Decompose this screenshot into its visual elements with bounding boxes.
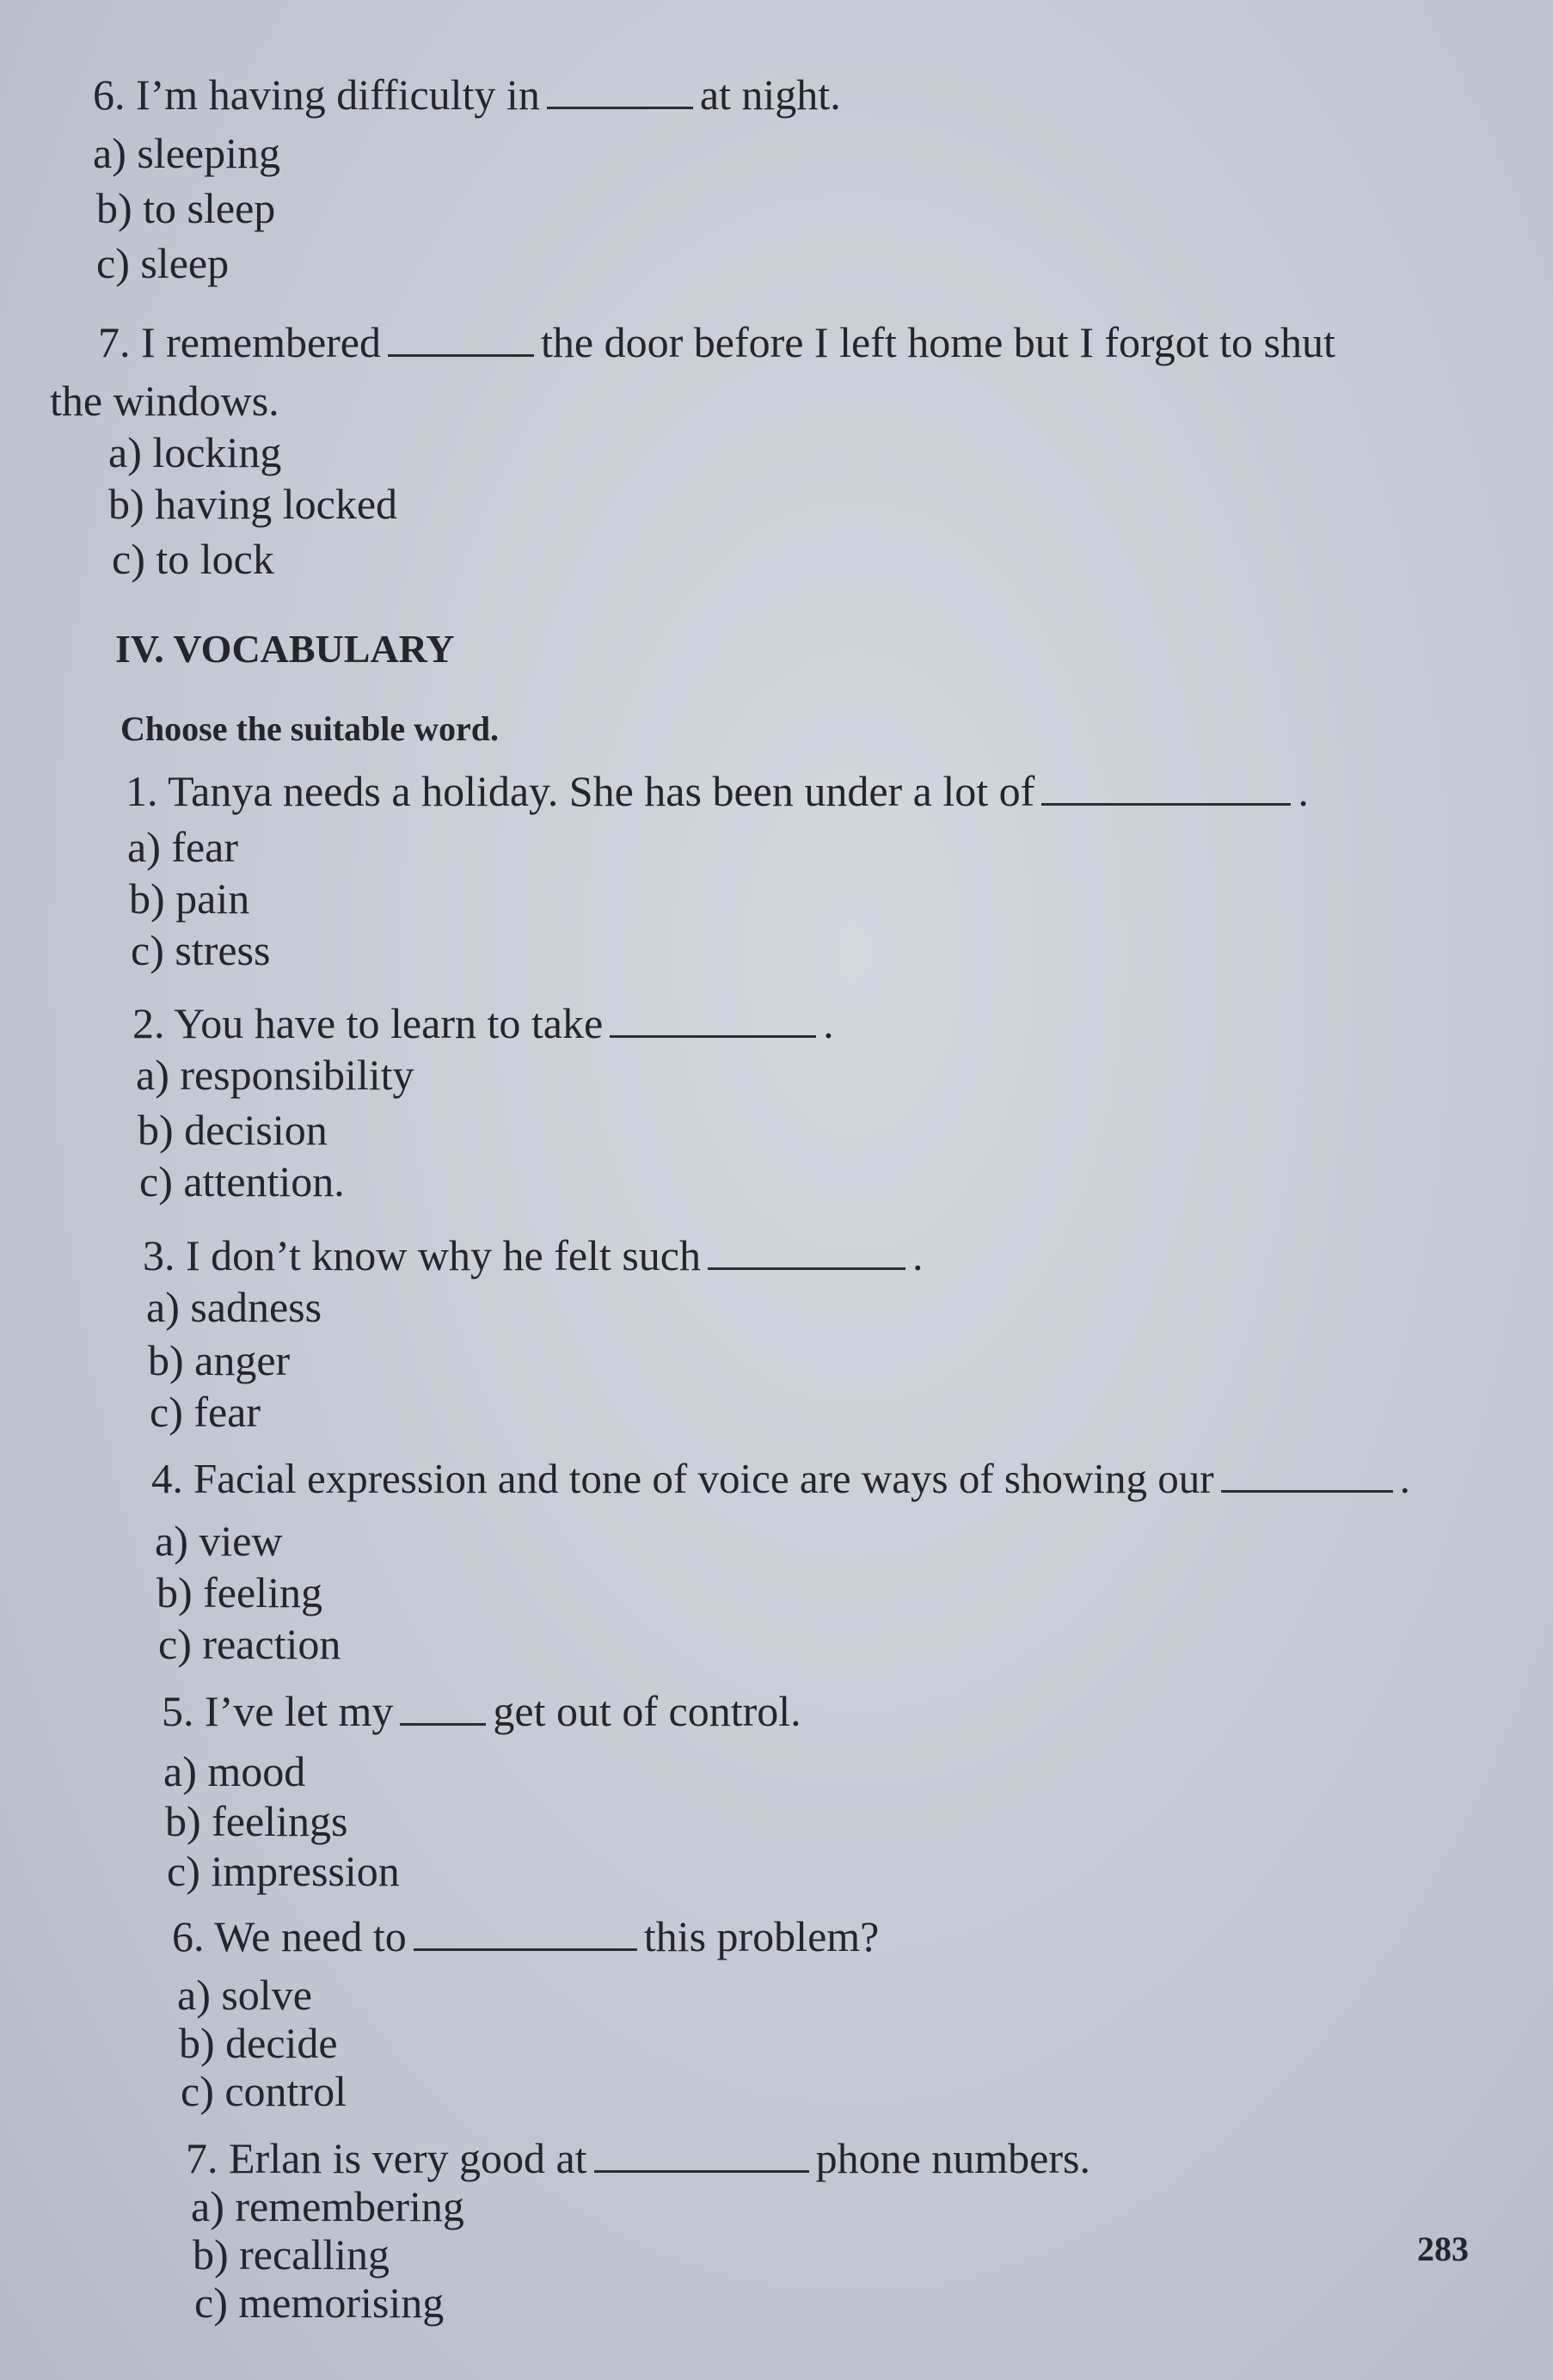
- answer-option: c) attention.: [139, 1157, 345, 1205]
- answer-option: a) responsibility: [136, 1051, 414, 1099]
- answer-option: a) locking: [108, 428, 282, 476]
- question-continuation: the windows.: [50, 377, 279, 425]
- answer-option: b) having locked: [108, 480, 398, 528]
- answer-option: b) to sleep: [96, 184, 276, 232]
- answer-option: a) sleeping: [93, 129, 280, 177]
- section-instruction: Choose the suitable word.: [120, 709, 500, 748]
- answer-option: b) decision: [138, 1106, 328, 1154]
- answer-blank: [1041, 802, 1291, 806]
- question-stem: 6. I’m having difficulty in at night.: [93, 71, 841, 119]
- answer-option: a) sadness: [146, 1283, 322, 1331]
- answer-option: b) decide: [179, 2019, 338, 2067]
- page-number: 283: [1417, 2230, 1469, 2268]
- answer-option: c) to lock: [112, 535, 274, 583]
- answer-option: a) mood: [163, 1747, 306, 1795]
- answer-option: a) view: [155, 1517, 283, 1565]
- question-stem: 5. I’ve let my get out of control.: [162, 1687, 801, 1735]
- answer-option: c) reaction: [158, 1620, 341, 1668]
- answer-blank: [610, 1034, 816, 1038]
- answer-blank: [708, 1267, 905, 1270]
- answer-option: c) sleep: [96, 239, 230, 287]
- answer-blank: [594, 2169, 809, 2173]
- answer-option: c) stress: [131, 926, 271, 974]
- answer-blank: [400, 1722, 486, 1726]
- answer-option: a) fear: [127, 823, 239, 871]
- section-heading: IV. VOCABULARY: [115, 627, 455, 671]
- answer-blank: [388, 353, 534, 357]
- answer-option: b) anger: [148, 1336, 291, 1384]
- answer-option: b) feeling: [157, 1568, 322, 1616]
- answer-option: b) recalling: [193, 2230, 390, 2279]
- answer-option: a) remembering: [191, 2182, 464, 2230]
- answer-option: c) fear: [150, 1388, 261, 1436]
- answer-option: c) control: [181, 2067, 347, 2115]
- question-stem: 7. I remembered the door before I left home but I forgot to shut: [98, 318, 1335, 366]
- question-stem: 2. You have to learn to take .: [132, 999, 834, 1047]
- answer-blank: [547, 106, 693, 109]
- answer-option: a) solve: [177, 1971, 312, 2019]
- answer-option: b) feelings: [165, 1797, 348, 1845]
- answer-option: c) memorising: [194, 2279, 445, 2327]
- answer-option: c) impression: [167, 1847, 400, 1895]
- question-stem: 7. Erlan is very good at phone numbers.: [186, 2134, 1090, 2182]
- answer-option: b) pain: [129, 874, 250, 923]
- question-stem: 1. Tanya needs a holiday. She has been under a lot of .: [126, 767, 1309, 815]
- answer-blank: [414, 1948, 637, 1951]
- question-stem: 4. Facial expression and tone of voice are ways of showing our .: [151, 1455, 1410, 1502]
- question-stem: 3. I don’t know why he felt such .: [143, 1231, 924, 1279]
- question-stem: 6. We need to this problem?: [172, 1912, 880, 1960]
- answer-blank: [1221, 1489, 1393, 1493]
